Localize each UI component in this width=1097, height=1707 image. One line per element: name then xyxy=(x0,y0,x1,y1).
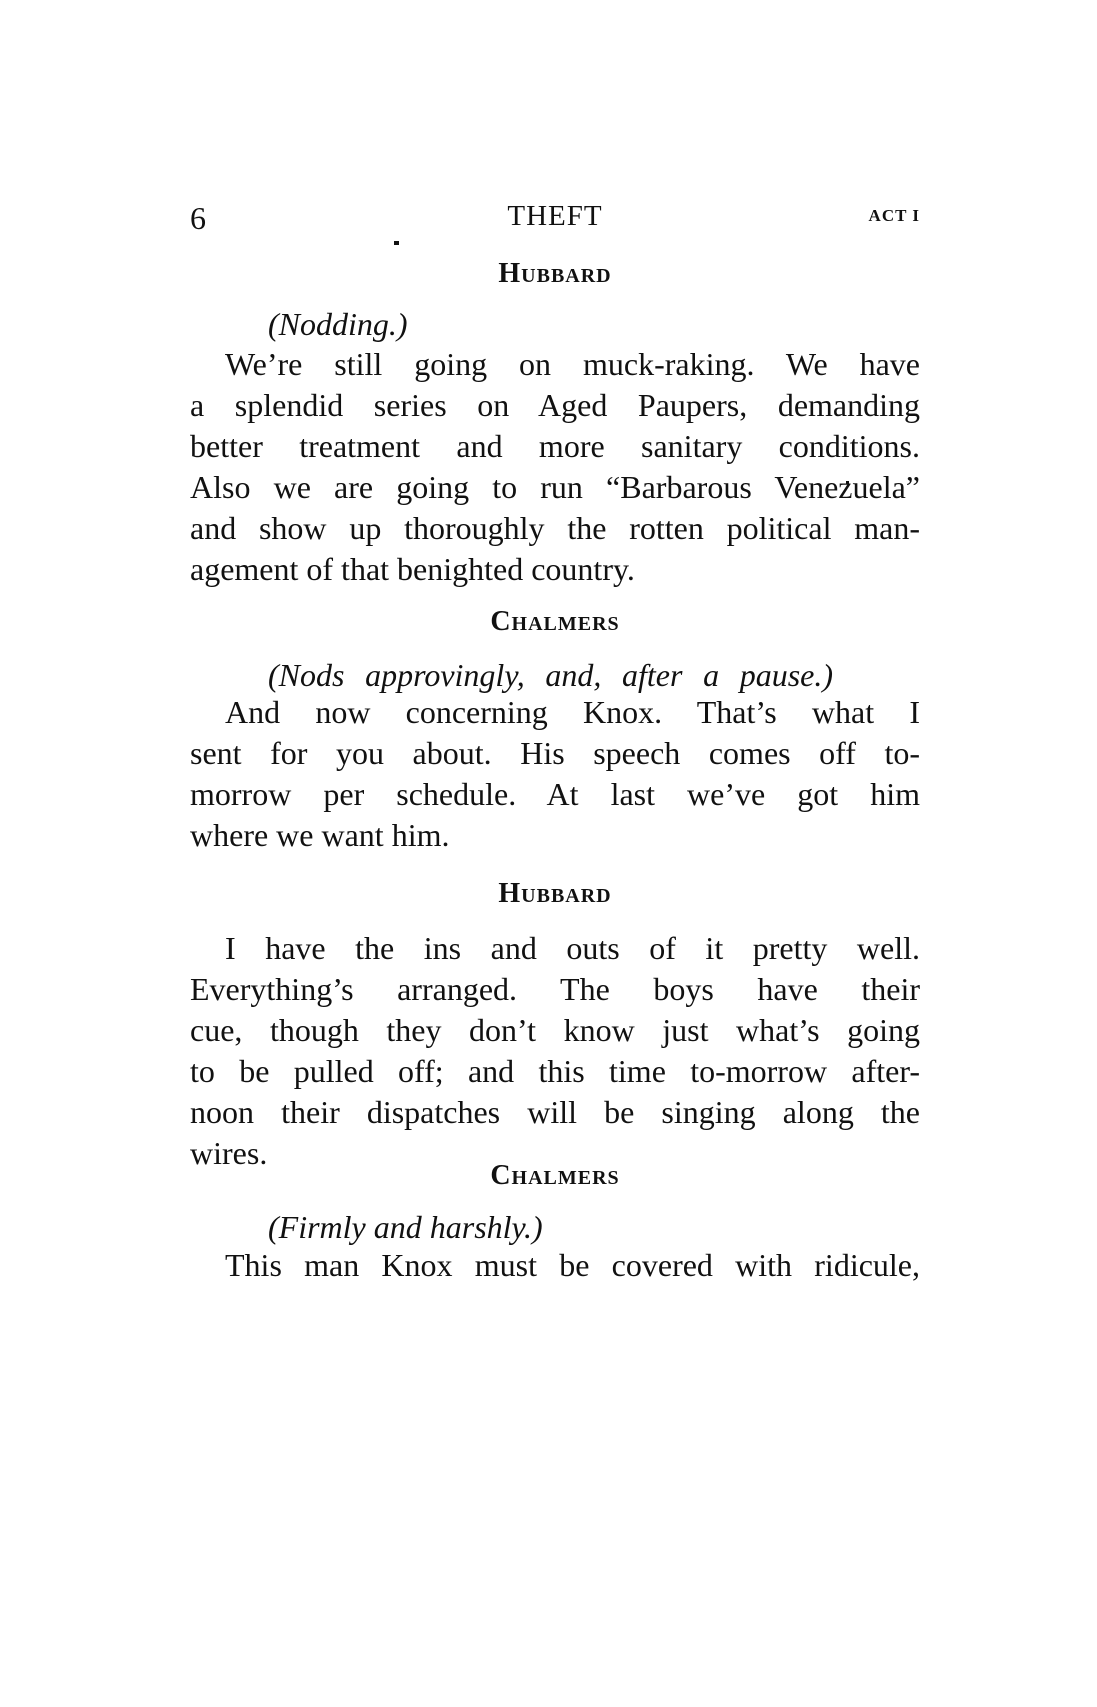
speech-line: and show up thoroughly the rotten political man- xyxy=(190,510,920,546)
speech-line: I have the ins and outs of it pretty well. xyxy=(225,930,920,966)
print-speck xyxy=(394,241,399,245)
speech-line: where we want him. xyxy=(190,817,450,853)
stage-direction: (Nods approvingly, and, after a pause.) xyxy=(268,657,833,693)
speech xyxy=(190,692,920,856)
speaker-name: Chalmers xyxy=(490,606,620,637)
speaker-name: Chalmers xyxy=(490,1160,620,1191)
speech xyxy=(190,344,920,590)
speech-line: wires. xyxy=(190,1135,268,1171)
page-header xyxy=(190,200,920,240)
speech-line: Everything’s arranged. The boys have their xyxy=(190,971,920,1007)
speech-line: And now concerning Knox. That’s what I xyxy=(225,694,920,730)
speech-line: better treatment and more sanitary conditions. xyxy=(190,428,920,464)
speech-line: a splendid series on Aged Paupers, demanding xyxy=(190,387,920,423)
speech-line: noon their dispatches will be singing along the xyxy=(190,1094,920,1130)
speech-line: cue, though they don’t know just what’s going xyxy=(190,1012,920,1048)
speaker-name: Hubbard xyxy=(498,878,612,909)
speaker-name: Hubbard xyxy=(498,258,612,289)
running-title: THEFT xyxy=(507,200,603,232)
act-label: ACT I xyxy=(868,206,920,225)
stage-direction: (Nodding.) xyxy=(268,306,408,342)
page-number: 6 xyxy=(190,200,206,236)
speech-line: morrow per schedule. At last we’ve got him xyxy=(190,776,920,812)
speech xyxy=(190,1245,920,1286)
speech-line: We’re still going on muck-raking. We have xyxy=(225,346,920,382)
speech-line: to be pulled off; and this time to-morrow after- xyxy=(190,1053,920,1089)
stage-direction: (Firmly and harshly.) xyxy=(268,1209,543,1245)
speech-line: Also we are going to run “Barbarous Venezuela” xyxy=(190,469,920,505)
speech-line: This man Knox must be covered with ridicule, xyxy=(225,1247,920,1283)
speech-line: sent for you about. His speech comes off to- xyxy=(190,735,920,771)
speech-line: agement of that benighted country. xyxy=(190,551,635,587)
speech xyxy=(190,928,920,1174)
